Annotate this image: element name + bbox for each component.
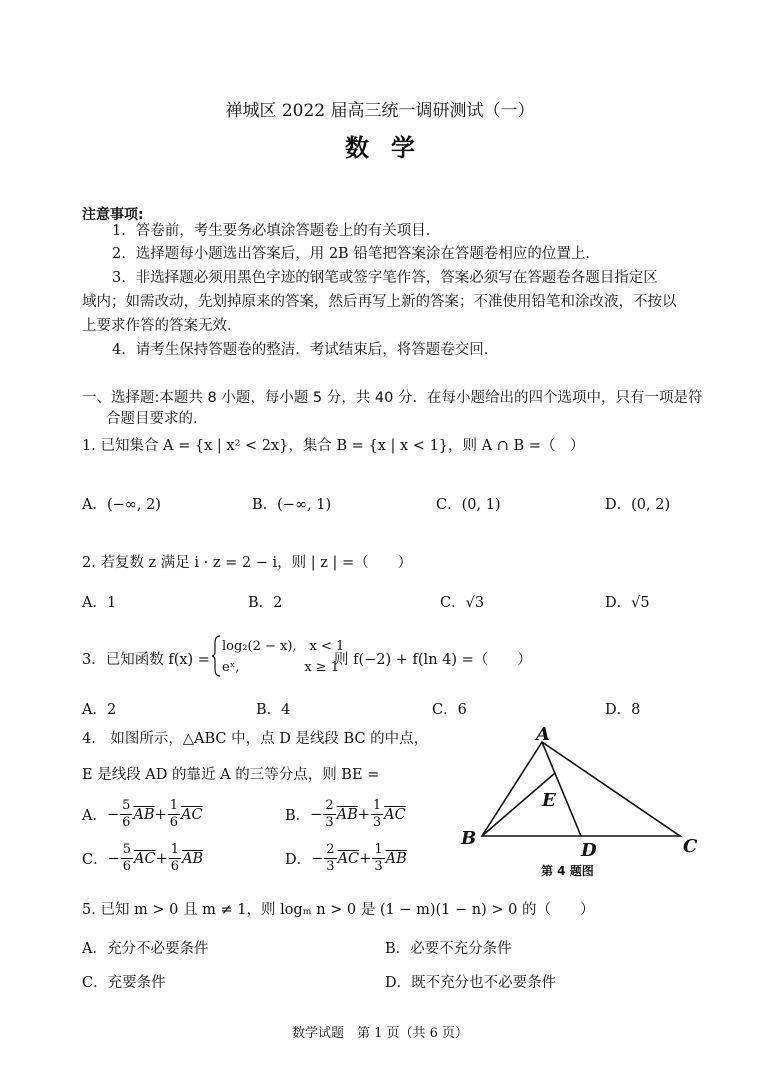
q1-option-d: D．(0, 2)	[605, 497, 671, 513]
q3-case-1: log₂(2 − x), x < 1	[222, 639, 345, 654]
q3-option-b: B．4	[256, 702, 291, 718]
q4-option-c: C． − $\frac{5}{6}$ $\overline{AC}$ + $\frac{1}{6}$ $\overline{AB}$	[82, 842, 204, 874]
q3-piecewise-brace	[211, 635, 221, 677]
label-e: E	[542, 790, 556, 811]
question-1-stem: 1. 已知集合 A = {x | x² < 2x}，集合 B = {x | x < 1}，则 A ∩ B =（ ）	[82, 438, 585, 454]
q2-option-b: B．2	[248, 595, 283, 611]
question-4-stem-line1: 4. 如图所示，△ABC 中，点 D 是线段 BC 的中点，	[82, 731, 429, 747]
note-item-3: 3．非选择题必须用黑色字迹的钢笔或签字笔作答，答案必须写在答题卷各题目指定区	[112, 270, 658, 286]
q5-option-a: A．充分不必要条件	[82, 941, 209, 957]
page-footer: 数学试题 第 1 页（共 6 页）	[291, 1026, 469, 1041]
q1-option-a: A．(−∞, 2)	[82, 497, 161, 513]
q5-option-d: D．既不充分也不必要条件	[385, 975, 557, 991]
question-3-suffix: 则 f(−2) + f(ln 4) =（ ）	[334, 652, 532, 668]
question-5-stem: 5. 已知 m > 0 且 m ≠ 1，则 logₘ n > 0 是 (1 − m)(1 − n) > 0 的（ ）	[82, 902, 595, 918]
triangle-abc	[482, 742, 680, 836]
label-b: B	[461, 828, 477, 849]
note-item-3-cont: 域内；如需改动，先划掉原来的答案，然后再写上新的答案；不准使用铅笔和涂改液，不按以	[82, 294, 677, 310]
label-d: D	[581, 840, 597, 861]
note-item-3-end: 上要求作答的答案无效．	[82, 318, 242, 334]
q1-option-c: C．(0, 1)	[436, 497, 501, 513]
q4-option-d: D． − $\frac{2}{3}$ $\overline{AC}$ + $\frac{1}{3}$ $\overline{AB}$	[285, 842, 407, 874]
question-4-stem-line2: E 是线段 AD 的靠近 A 的三等分点，则 BE =	[82, 767, 380, 783]
notes-heading: 注意事项:	[82, 207, 144, 223]
q3-option-a: A．2	[82, 702, 117, 718]
q2-option-d: D．√5	[605, 595, 650, 611]
subject-title: 数学	[345, 133, 437, 162]
q4-option-a: A． − $\frac{5}{6}$ $\overline{AB}$ + $\frac{1}{6}$ $\overline{AC}$	[82, 798, 203, 830]
note-item-2: 2．选择题每小题选出答案后，用 2B 铅笔把答案涂在答题卷相应的位置上．	[112, 246, 600, 262]
q3-case-2: eˣ, x ≥ 1	[222, 660, 340, 675]
question-2-stem: 2. 若复数 z 满足 i · z = 2 − i，则 | z | =（ ）	[82, 555, 413, 571]
q5-option-c: C．充要条件	[82, 975, 166, 991]
q3-option-d: D．8	[605, 702, 641, 718]
q2-option-c: C．√3	[440, 595, 485, 611]
q1-option-b: B．(−∞, 1)	[252, 497, 332, 513]
note-item-4: 4．请考生保持答题卷的整洁．考试结束后，将答题卷交回．	[112, 342, 499, 358]
section-heading-line2: 合题目要求的．	[106, 411, 208, 427]
section-heading-line1: 一、选择题:本题共 8 小题，每小题 5 分，共 40 分．在每小题给出的四个选项中，只有一项是符	[82, 390, 703, 406]
q3-option-c: C．6	[432, 702, 467, 718]
label-a: A	[536, 724, 550, 745]
q5-option-b: B．必要不充分条件	[385, 941, 512, 957]
figure-caption: 第 4 题图	[541, 864, 594, 878]
q2-option-a: A．1	[82, 595, 117, 611]
label-c: C	[683, 836, 698, 857]
exam-title: 禅城区 2022 届高三统一调研测试（一）	[225, 101, 535, 121]
note-item-1: 1．答卷前，考生要务必填涂答题卷上的有关项目．	[112, 223, 441, 239]
question-3-prefix: 3．已知函数 f(x) =	[82, 652, 210, 668]
q4-triangle-figure	[455, 722, 715, 882]
q4-option-b: B． − $\frac{2}{3}$ $\overline{AB}$ + $\frac{1}{3}$ $\overline{AC}$	[285, 798, 406, 830]
